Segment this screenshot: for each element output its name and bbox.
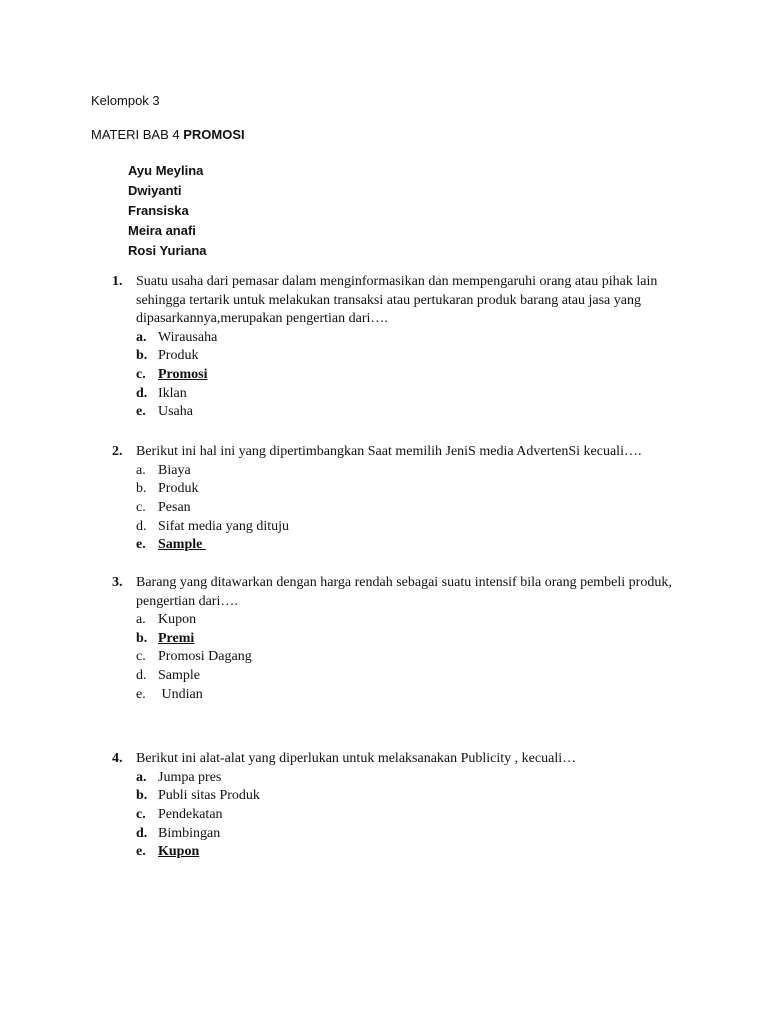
option-text: Sample: [158, 668, 200, 684]
option-text: Pendekatan: [158, 806, 223, 822]
option-list: [136, 462, 672, 555]
option-b-correct: [136, 630, 672, 649]
option-text: Bimbingan: [158, 825, 221, 841]
option-text: Kupon: [158, 612, 197, 627]
option-letter: c.: [136, 366, 146, 382]
question-number: 1.: [112, 274, 123, 289]
option-letter: d.: [136, 668, 147, 684]
option-letter: d.: [136, 385, 148, 401]
correct-answer: Sample: [158, 537, 206, 553]
member-name: Ayu Meylina: [128, 163, 204, 178]
option-letter: a.: [136, 329, 147, 345]
option-b: [136, 787, 672, 806]
option-c: [136, 499, 672, 518]
question-number: 4.: [112, 751, 123, 766]
option-text: Produk: [158, 481, 199, 497]
option-d: [136, 825, 672, 844]
question-1: [112, 273, 672, 422]
option-text: Wirausaha: [158, 329, 218, 345]
materi-prefix: MATERI BAB 4: [91, 127, 184, 142]
option-e-correct: [136, 843, 672, 862]
question-text: Suatu usaha dari pemasar dalam menginformasikan dan mempengaruhi orang atau pihak lain sehingga tertarik untuk melakukan transaksi atau pertukaran produk barang atau jasa yang dipasarkannya,merupakan pengertian dari….: [136, 274, 658, 326]
option-letter: c.: [136, 806, 146, 822]
option-b: [136, 347, 672, 366]
option-text: Biaya: [158, 462, 191, 478]
option-text: Promosi Dagang: [158, 649, 252, 665]
correct-answer: Kupon: [158, 844, 200, 860]
correct-answer: Premi: [158, 630, 195, 646]
member-name: Meira anafi: [128, 223, 196, 238]
materi-title: [91, 127, 245, 142]
question-2: [112, 443, 672, 555]
option-a: [136, 329, 672, 348]
option-letter: b.: [136, 788, 148, 804]
question-text: Barang yang ditawarkan dengan harga rendah sebagai suatu intensif bila orang pembeli produk, pengertian dari….: [136, 575, 672, 609]
option-a: [136, 769, 672, 788]
member-name: Dwiyanti: [128, 183, 182, 198]
option-text: Sifat media yang dituju: [158, 518, 290, 534]
member-list: [128, 161, 207, 261]
option-e-correct: [136, 536, 672, 555]
option-letter: a.: [136, 462, 146, 478]
option-letter: c.: [136, 499, 146, 515]
option-text: Publi sitas Produk: [158, 788, 260, 804]
member-name: Rosi Yuriana: [128, 243, 207, 258]
question-number: 3.: [112, 575, 123, 590]
option-letter: e.: [136, 686, 146, 702]
option-letter: d.: [136, 825, 148, 841]
question-4: [112, 750, 672, 862]
option-c-correct: [136, 366, 672, 385]
option-letter: e.: [136, 537, 146, 553]
question-text: Berikut ini alat-alat yang diperlukan untuk melaksanakan Publicity , kecuali…: [136, 751, 577, 766]
option-letter: b.: [136, 630, 148, 646]
option-list: [136, 329, 672, 422]
option-text: Undian: [158, 686, 203, 702]
option-letter: a.: [136, 769, 147, 785]
member-name: Fransiska: [128, 203, 189, 218]
option-letter: b.: [136, 348, 148, 364]
option-e: [136, 403, 672, 422]
correct-answer: Promosi: [158, 366, 208, 382]
option-a: [136, 462, 672, 481]
materi-topic: PROMOSI: [183, 127, 245, 142]
option-c: [136, 806, 672, 825]
option-letter: d.: [136, 518, 147, 534]
option-d: [136, 518, 672, 537]
option-letter: e.: [136, 844, 146, 860]
option-letter: a.: [136, 612, 146, 627]
question-text: Berikut ini hal ini yang dipertimbangkan Saat memilih JeniS media AdvertenSi kecuali….: [136, 444, 642, 459]
question-number: 2.: [112, 444, 123, 459]
option-c: [136, 648, 672, 667]
option-text: Pesan: [158, 499, 191, 515]
question-3: [112, 574, 672, 704]
option-letter: e.: [136, 404, 146, 420]
option-d: [136, 385, 672, 404]
option-text: Iklan: [158, 385, 187, 401]
option-list: [136, 769, 672, 862]
option-d: [136, 667, 672, 686]
option-a: [136, 611, 672, 630]
option-list: [136, 611, 672, 704]
option-letter: c.: [136, 649, 146, 665]
option-b: [136, 480, 672, 499]
option-e: [136, 686, 672, 705]
option-letter: b.: [136, 481, 147, 497]
option-text: Produk: [158, 348, 199, 364]
option-text: Usaha: [158, 404, 193, 420]
group-label: Kelompok 3: [91, 93, 160, 108]
option-text: Jumpa pres: [158, 769, 222, 785]
